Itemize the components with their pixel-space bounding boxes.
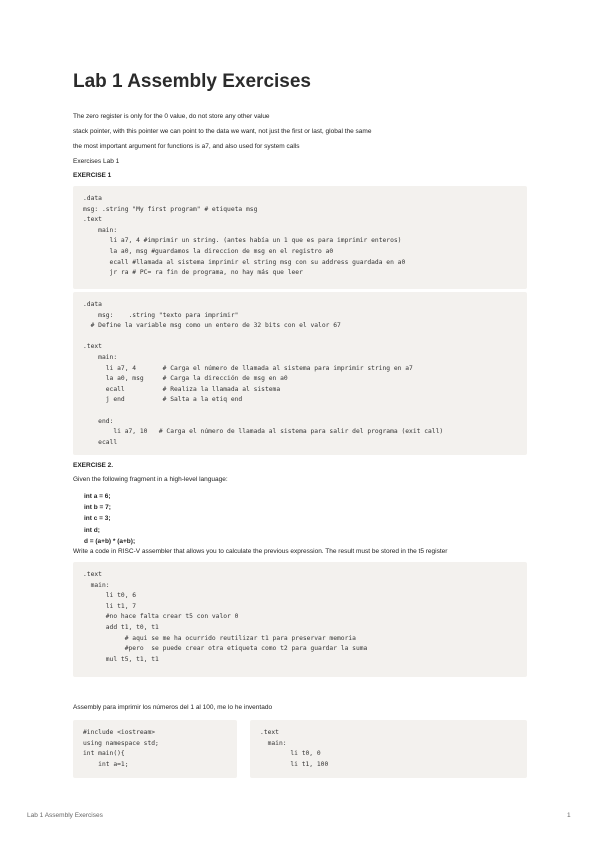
- code-line: main:: [83, 226, 118, 234]
- code-line: .data: [83, 301, 102, 308]
- code-line: .data: [83, 195, 102, 202]
- code-line: msg: .string "texto para imprimir": [83, 311, 239, 319]
- code-line: li a7, 4 #imprimir un string. (antes había un 1 que es para imprimir enteros): [83, 237, 402, 245]
- code-line: using namespace std;: [83, 739, 159, 747]
- exercise2-declarations: [84, 491, 135, 547]
- code-line: .text: [83, 216, 102, 224]
- code-line: ecall # Realiza la llamada al sistema: [83, 385, 281, 393]
- declaration-line: int b = 7;: [84, 504, 111, 512]
- code-line: # aqui se me ha ocurrido reutilizar t1 para preservar memoria: [83, 634, 356, 642]
- code-line: la a0, msg #guardamos la direccion de msg en el registro a0: [83, 247, 334, 255]
- code-line: mul t5, t1, t1: [83, 655, 159, 663]
- code-line: li a7, 10 # Carga el número de llamada al sistema para salir del programa (exit call): [83, 428, 444, 436]
- code-line: #include <iostream>: [83, 729, 156, 736]
- exercise2-code-block: [73, 562, 527, 677]
- exercises-heading: Exercises Lab 1: [73, 158, 120, 165]
- footer-doc-title: Lab 1 Assembly Exercises: [27, 812, 103, 819]
- note-stack-pointer: stack pointer, with this pointer we can point to the data we want, not just the first or last, global the same: [73, 128, 372, 135]
- code-line: ecall #llamada al sistema imprimir el string msg con su address guardada en a0: [83, 258, 406, 266]
- code-line: la a0, msg # Carga la dirección de msg en a0: [83, 375, 288, 383]
- declaration-line: int a = 6;: [84, 493, 111, 500]
- code-line: jr ra # PC= ra fin de programa, no hay más que leer: [83, 269, 303, 277]
- code-line: ecall: [83, 438, 118, 446]
- code-line: li a7, 4 # Carga el número de llamada al sistema para imprimir string en a7: [83, 364, 413, 372]
- code-line: #pero se puede crear otra etiqueta como t2 para guardar la suma: [83, 645, 368, 653]
- footer-page-number: 1: [567, 812, 571, 819]
- code-line: [83, 406, 517, 417]
- code-line: li t1, 100: [260, 760, 329, 768]
- code-line: .text: [83, 343, 102, 351]
- exercise1-code-block-1: [73, 186, 527, 289]
- exercise3-asm-code-block: [250, 720, 527, 778]
- exercise2-label: EXERCISE 2.: [73, 462, 114, 469]
- declaration-line: int c = 3;: [84, 515, 111, 523]
- code-line: # Define la variable msg como un entero de 32 bits con el valor 67: [83, 322, 341, 330]
- exercise1-code-block-2: [73, 292, 527, 455]
- code-line: main:: [83, 353, 118, 361]
- exercise3-cpp-code-block: [73, 720, 237, 778]
- code-line: li t0, 6: [83, 592, 137, 600]
- code-line: end:: [83, 417, 114, 425]
- exercise2-instruction: Write a code in RISC-V assembler that allows you to calculate the previous expression. The result must be stored in the t5 register: [73, 548, 448, 555]
- code-line: .text: [260, 729, 279, 736]
- declaration-line: int d;: [84, 526, 100, 534]
- declaration-line: d = (a+b) * (a+b);: [84, 537, 136, 545]
- code-line: li t1, 7: [83, 602, 137, 610]
- code-line: j end # Salta a la etiq end: [83, 396, 243, 404]
- code-line: int main(){: [83, 750, 125, 758]
- code-line: main:: [83, 581, 110, 589]
- code-line: msg: .string "My first program" # etiqueta msg: [83, 205, 258, 213]
- code-line: main:: [260, 739, 287, 747]
- code-line: .text: [83, 571, 102, 578]
- exercise3-intro: Assembly para imprimir los números del 1 al 100, me lo he inventado: [73, 704, 273, 711]
- exercise2-intro: Given the following fragment in a high-level language:: [73, 476, 228, 483]
- exercise1-label: EXERCISE 1: [73, 172, 112, 179]
- code-line: #no hace falta crear t5 con valor 0: [83, 613, 239, 621]
- code-line: add t1, t0, t1: [83, 623, 159, 631]
- code-line: int a=1;: [83, 760, 129, 768]
- page-title: Lab 1 Assembly Exercises: [73, 71, 311, 92]
- note-zero-register: The zero register is only for the 0 value, do not store any other value: [73, 113, 270, 120]
- code-line: [83, 332, 517, 343]
- code-line: li t0, 0: [260, 750, 321, 758]
- note-a7-argument: the most important argument for functions is a7, and also used for system calls: [73, 143, 300, 150]
